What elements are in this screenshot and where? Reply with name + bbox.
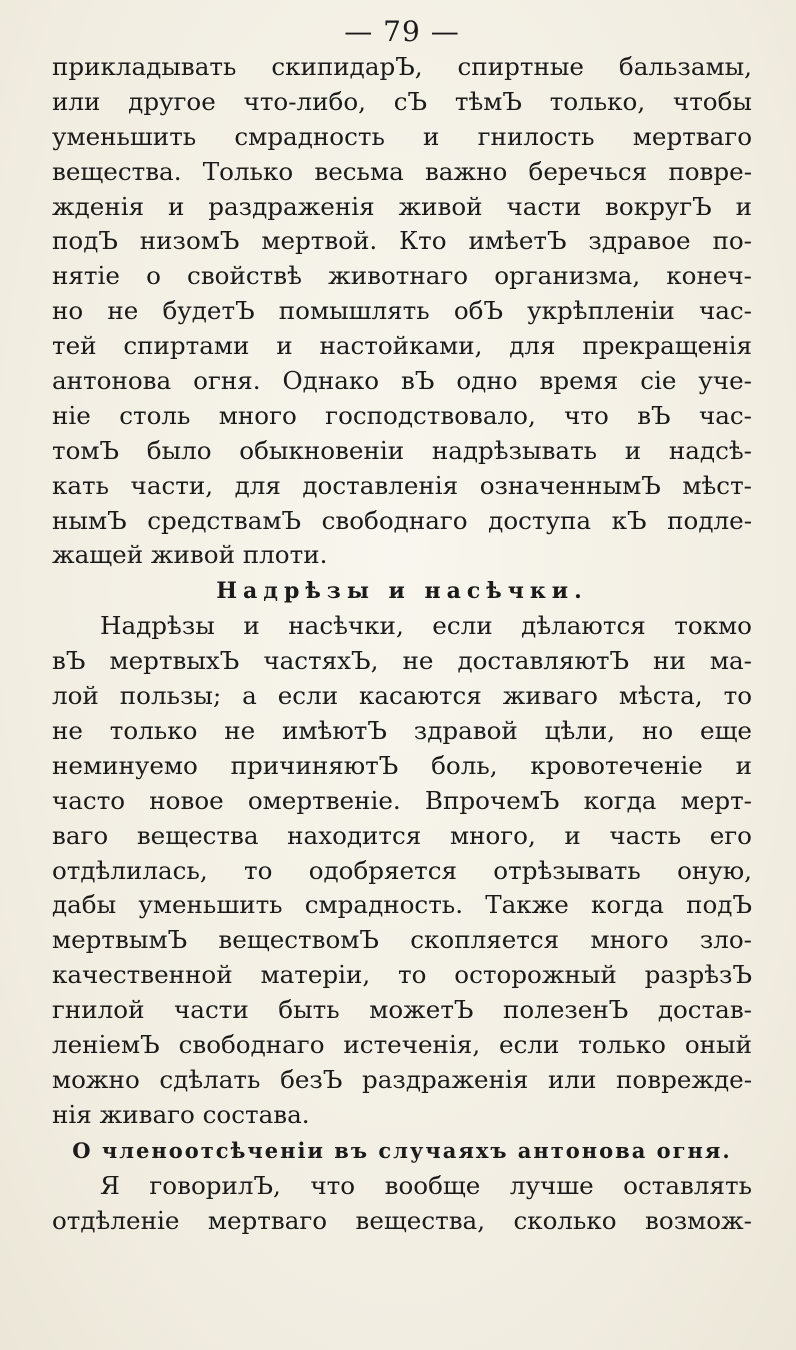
text-line: уменьшить смрадность и гнилость мертваго [52,121,752,151]
text-line: прикладывать скипидарЪ, спиртные бальзамы, [52,52,752,81]
text-line: нятіе о свойствѣ животнаго организма, конеч- [52,261,752,291]
text-line: лой пользы; а если касаются живаго мѣста, то [52,681,752,711]
section-heading: О членоотсѣченіи въ случаяхъ антонова огня. [72,1137,732,1163]
text-line: вещества. Только весьма важно беречься повре- [52,156,752,186]
text-line: томЪ было обыкновеніи надрѣзывать и надсѣ- [52,435,752,465]
text-line: ніе столь много господствовало, что вЪ час- [52,400,752,430]
text-line: не только не имѣютЪ здравой цѣли, но еще [52,716,752,746]
text-line: гнилой части быть можетЪ полезенЪ достав- [52,995,752,1025]
text-line: жденія и раздраженія живой части вокругЪ и [52,191,752,221]
text-line: тей спиртами и настойками, для прекращенія [52,331,752,361]
text-line: качественной матеріи, то осторожный разрѣзЪ [52,960,752,990]
text-line: мертвымЪ веществомЪ скопляется много зло- [52,925,752,955]
section-heading: Надрѣзы и насѣчки. [216,578,588,605]
text-line: нымЪ средствамЪ свободнаго доступа кЪ подле- [52,505,752,535]
text-line: дабы уменьшить смрадность. Также когда подЪ [52,890,752,920]
text-line: леніемЪ свободнаго истеченія, если только оный [52,1030,752,1060]
text-line: антонова огня. Однако вЪ одно время сіе уче- [52,366,752,396]
text-line: отдѣленіе мертваго вещества, сколько возмож- [52,1205,752,1235]
text-line: неминуемо причиняютЪ боль, кровотеченіе и [52,750,752,780]
text-line: нія живаго состава. [52,1099,310,1129]
text-line: но не будетЪ помышлять обЪ укрѣпленіи час- [52,296,752,326]
text-line: часто новое омертвеніе. ВпрочемЪ когда мерт- [52,785,752,815]
text-line: отдѣлилась, то одобряется отрѣзывать оную, [52,855,752,885]
text-line: ваго вещества находится много, и часть его [52,820,752,850]
text-line: вЪ мертвыхЪ частяхЪ, не доставляютЪ ни ма- [52,646,752,676]
text-line: кать части, для доставленія означеннымЪ мѣст- [52,470,752,500]
body-text [52,50,752,1239]
text-line: жащей живой плоти. [52,540,328,570]
text-line: подЪ низомЪ мертвой. Кто имѣетЪ здравое по- [52,226,752,256]
text-line: или другое что-либо, сЪ тѣмЪ только, чтобы [52,86,752,116]
page-number: — 79 — [344,15,460,48]
text-line: можно сдѣлать безЪ раздраженія или поврежде- [52,1064,752,1094]
text-line: Надрѣзы и насѣчки, если дѣлаются токмо [100,611,752,641]
text-line: Я говорилЪ, что вообще лучше оставлять [100,1170,752,1200]
